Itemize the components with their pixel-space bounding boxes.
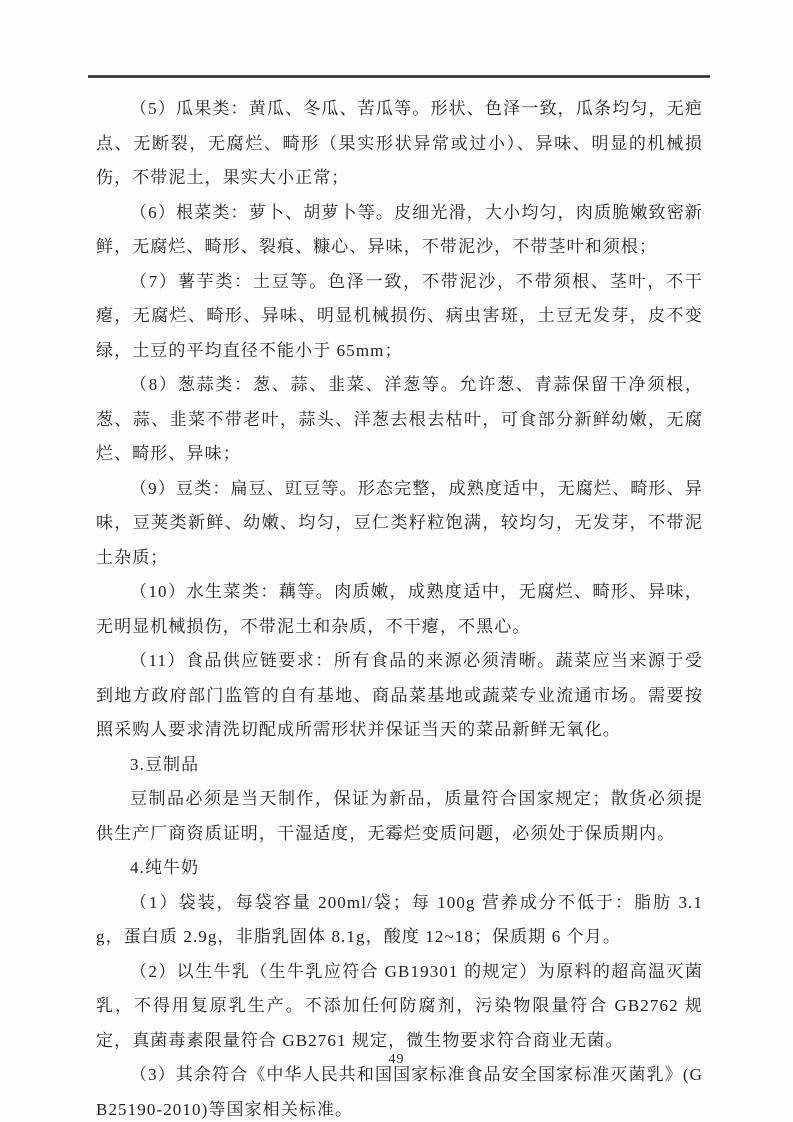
paragraph-6-root-vegetables: （6）根菜类：萝卜、胡萝卜等。皮细光滑，大小均匀，肉质脆嫩致密新鲜，无腐烂、畸形、裂痕、糠心、异味，不带泥沙，不带茎叶和须根；	[96, 202, 703, 256]
paragraph-soy-products-requirements: 豆制品必须是当天制作，保证为新品，质量符合国家规定；散货必须提供生产厂商资质证明，干湿适度，无霉烂变质问题，必须处于保质期内。	[96, 789, 703, 843]
paragraph-10-aquatic-vegetables: （10）水生菜类：藕等。肉质嫩，成熟度适中，无腐烂、畸形、异味，无明显机械损伤，不带泥土和杂质，不干瘪，不黑心。	[96, 582, 703, 636]
paragraph-11-food-supply-chain: （11）食品供应链要求：所有食品的来源必须清晰。蔬菜应当来源于受到地方政府部门监管的自有基地、商品菜基地或蔬菜专业流通市场。需要按照采购人要求清洗切配成所需形状并保证当天的菜品新鲜无氧化。	[96, 651, 703, 739]
paragraph-milk-2-raw-milk-standards: （2）以生牛乳（生牛乳应符合 GB19301 的规定）为原料的超高温灭菌乳，不得用复原乳生产。不添加任何防腐剂，污染物限量符合 GB2762 规定，真菌毒素限量符合 GB2761 规定，微生物要求符合商业无菌。	[96, 961, 703, 1050]
paragraph-8-allium-vegetables: （8）葱蒜类：葱、蒜、韭菜、洋葱等。允许葱、青蒜保留干净须根，葱、蒜、韭菜不带老叶，蒜头、洋葱去根去枯叶，可食部分新鲜幼嫩，无腐烂、畸形、异味；	[96, 375, 703, 463]
heading-3-soy-products: 3.豆制品	[130, 754, 200, 774]
paragraph-milk-3-national-standards: （3）其余符合《中华人民共和国国家标准食品安全国家标准灭菌乳》(GB25190-2010)等国家相关标准。	[96, 1065, 703, 1119]
heading-4-pure-milk: 4.纯牛奶	[130, 858, 200, 877]
page-number: 49	[388, 1052, 405, 1067]
header-rule	[88, 75, 710, 78]
paragraph-9-bean-vegetables: （9）豆类：扁豆、豇豆等。形态完整，成熟度适中，无腐烂、畸形、异味，豆荚类新鲜、幼嫩、均匀，豆仁类籽粒饱满，较均匀，无发芽，不带泥土杂质；	[96, 478, 703, 567]
document-body	[96, 92, 703, 1122]
paragraph-5-melon-fruit-vegetables: （5）瓜果类：黄瓜、冬瓜、苦瓜等。形状、色泽一致，瓜条均匀，无疤点、无断裂，无腐烂、畸形（果实形状异常或过小）、异味、明显的机械损伤，不带泥土，果实大小正常；	[96, 99, 703, 187]
paragraph-milk-1-packaging-nutrition: （1）袋装，每袋容量 200ml/袋；每 100g 营养成分不低于：脂肪 3.1g，蛋白质 2.9g，非脂乳固体 8.1g，酸度 12~18；保质期 6 个月。	[96, 892, 703, 946]
paragraph-7-tuber-vegetables: （7）薯芋类：土豆等。色泽一致，不带泥沙，不带须根、茎叶，不干瘪，无腐烂、畸形、异味、明显机械损伤、病虫害斑，土豆无发芽，皮不变绿，土豆的平均直径不能小于 65mm；	[96, 271, 703, 360]
